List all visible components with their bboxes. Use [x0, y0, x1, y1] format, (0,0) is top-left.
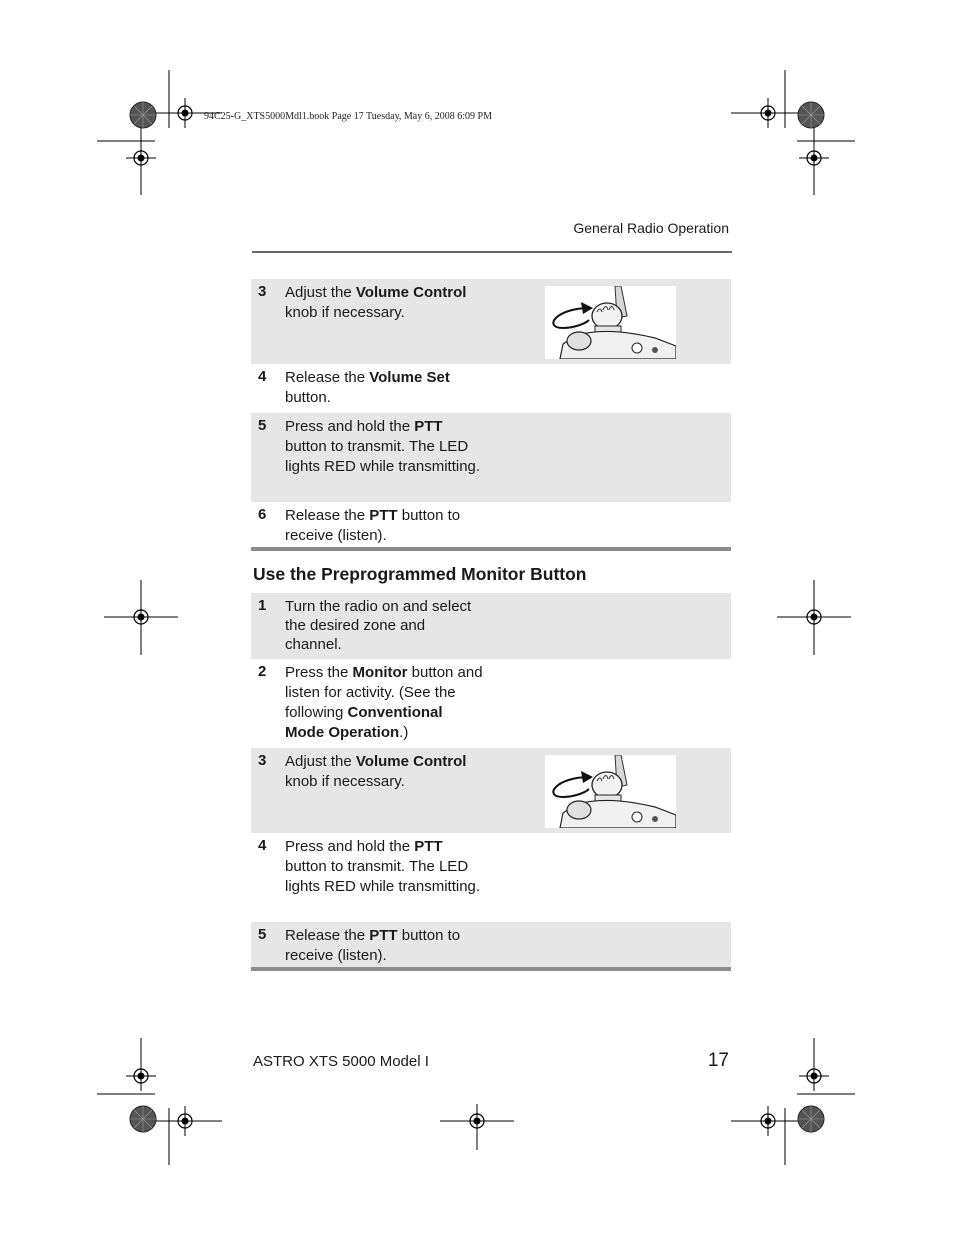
step-row [251, 748, 731, 833]
step-row [251, 413, 731, 502]
step-number: 3 [258, 283, 267, 300]
step-row [251, 364, 731, 413]
section-heading: Use the Preprogrammed Monitor Button [253, 564, 587, 584]
step-row [251, 922, 731, 967]
step-number: 5 [258, 926, 267, 943]
volume-knob-illustration [545, 755, 676, 828]
volume-knob-illustration [545, 286, 676, 359]
step-number: 5 [258, 417, 267, 434]
step-text: Press and hold the PTT button to transmit. The LED lights RED while transmitting. [285, 418, 481, 475]
step-number: 3 [258, 752, 267, 769]
step-row [251, 659, 731, 748]
step-text: Release the Volume Set button. [285, 369, 450, 406]
running-header: General Radio Operation [573, 220, 729, 236]
step-number: 1 [258, 597, 267, 614]
step-row [251, 502, 731, 547]
step-row [251, 593, 731, 659]
step-number: 4 [258, 837, 267, 854]
header-rule [252, 251, 732, 253]
step-row [251, 833, 731, 922]
step-text: Adjust the Volume Control knob if necessary. [285, 284, 467, 321]
table-end-rule [251, 967, 731, 971]
step-text: Press and hold the PTT button to transmit. The LED lights RED while transmitting. [285, 838, 481, 895]
print-slug: 94C25-G_XTS5000Mdl1.book Page 17 Tuesday, May 6, 2008 6:09 PM [204, 111, 492, 122]
volume-steps-table [251, 279, 731, 551]
table-end-rule [251, 547, 731, 551]
step-text: Press the Monitor button and listen for activity. (See the following Conventional Mode Operation.) [285, 664, 483, 741]
footer-title: ASTRO XTS 5000 Model I [253, 1053, 429, 1070]
step-row [251, 279, 731, 364]
step-number: 4 [258, 368, 267, 385]
step-text: Release the PTT button to receive (listen). [285, 507, 461, 544]
step-text: Adjust the Volume Control knob if necessary. [285, 753, 467, 790]
step-number: 6 [258, 506, 267, 523]
monitor-steps-table [251, 593, 731, 971]
step-text: Turn the radio on and select the desired zone and channel. [285, 598, 472, 653]
step-text: Release the PTT button to receive (listen). [285, 927, 461, 964]
step-number: 2 [258, 663, 267, 680]
page-number: 17 [707, 1050, 729, 1071]
